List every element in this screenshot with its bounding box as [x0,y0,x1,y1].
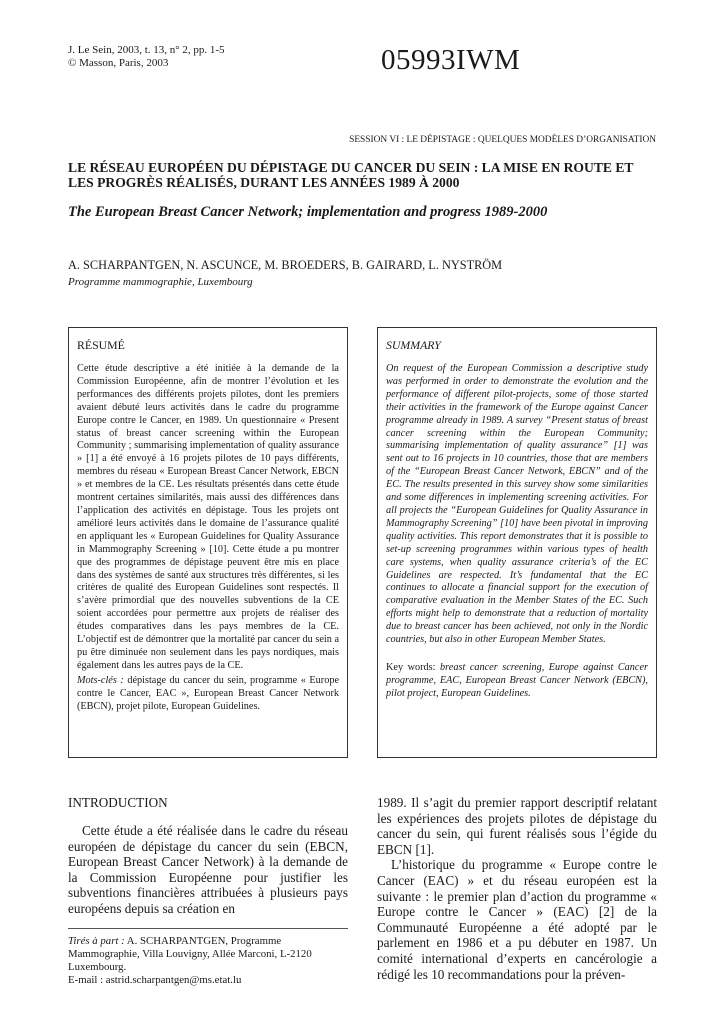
resume-keywords [77,675,339,714]
journal-citation [68,44,225,70]
footnote-label: Tirés à part : [68,935,125,947]
footnote [68,928,348,987]
footnote-email[interactable]: E-mail : astrid.scharpantgen@ms.etat.lu [68,974,242,986]
article-code: 05993IWM [381,44,521,76]
summary-body: On request of the European Commission a descriptive study was performed in order to demonstrate the evolution and the performance of different pilot-projects, some of those started their activities in the framework of the Europe against Cancer programme already in 1989. A survey “Present status of breast cancer screening within the European Community; summarising implementation of quality assurance” [1] was sent out to 16 projects in 10 countries, those that are members of the “European Breast Cancer Network, EBCN” and of the EC. The results presented in this survey show some similarities and some differences in implementing screening activities. For all projects the “European Guidelines for Quality Assurance in Mammography Screening” [10] have been pivotal in improving quality activities. This report demonstrates that it is possible to set-up screening programmes within various types of health care systems, when quality assurance criteria’s of the EC Guidelines are respected. It’s fundamental that the EC continues to allocate a financial support for the execution of comparative evaluation in the Member States of the EC. Such efforts might help to demonstrate that a reduction of mortality due to breast cancer has been achieved, not only in the Nordic countries, but also in other European Member States. [386,363,648,646]
resume-keywords-label: Mots-clés : [77,674,124,686]
publisher-copyright: © Masson, Paris, 2003 [68,57,169,69]
resume-box [68,327,348,758]
resume-heading: RÉSUMÉ [77,338,125,352]
author-list: A. SCHARPANTGEN, N. ASCUNCE, M. BROEDERS, B. GAIRARD, L. NYSTRÖM [68,258,503,272]
intro-paragraph-1-continued: 1989. Il s’agit du premier rapport descriptif relatant les expériences des projets pilotes de dépistage du cancer du sein, qui furent réalisés sous l’égide du EBCN [1]. [377,795,657,857]
summary-heading: SUMMARY [386,338,441,352]
introduction-heading: INTRODUCTION [68,795,168,810]
summary-keywords-text: breast cancer screening, Europe against Cancer programme, EAC, European Breast Cancer Network (EBCN), pilot project, European Guidelines. [386,661,648,699]
session-heading: SESSION VI : LE DÉPISTAGE : QUELQUES MODÈLES D’ORGANISATION [349,135,656,145]
intro-right-column [377,795,657,982]
summary-keywords [386,662,648,701]
journal-reference: J. Le Sein, 2003, t. 13, n° 2, pp. 1-5 [68,44,225,56]
summary-keywords-label: Key words: [386,661,436,673]
summary-box [377,327,657,758]
article-title-fr: LE RÉSEAU EUROPÉEN DU DÉPISTAGE DU CANCER DU SEIN : LA MISE EN ROUTE ET LES PROGRÈS RÉALISÉS, DURANT LES ANNÉES 1989 À 2000 [68,160,634,190]
affiliation: Programme mammographie, Luxembourg [68,276,253,288]
intro-paragraph-2: L’historique du programme « Europe contre le Cancer (EAC) » et du réseau européen est la suivante : le premier plan d’action du programme « Europe contre le Cancer » (EAC) [2] de la Communauté Européenne a été adopté par le parlement en 1986 et a pu débuter en 1987. Un comité international d’experts en cancérologie a rédigé les 10 recommandations pour la préven- [377,857,657,982]
intro-left-column [68,795,348,917]
footnote-address [68,935,348,974]
intro-paragraph-1: Cette étude a été réalisée dans le cadre du réseau européen de dépistage du cancer du sein (EBCN, European Breast Cancer Network) à la demande de la Commission Européenne pour justifier les subventions financières attribuées à plusieurs pays européens depuis sa création en [68,823,348,916]
footnote-text: A. SCHARPANTGEN, Programme Mammographie, Villa Louvigny, Allée Marconi, L-2120 Luxembourg. [68,935,312,973]
resume-keywords-text: dépistage du cancer du sein, programme « Europe contre le Cancer, EAC », European Breast Cancer Network (EBCN), projet pilote, European Guidelines. [77,674,339,712]
article-title-en: The European Breast Cancer Network; implementation and progress 1989-2000 [68,204,548,220]
resume-body: Cette étude descriptive a été initiée à la demande de la Commission Européenne, afin de montrer l’évolution et les performances des différents projets pilotes, dont les premiers avaient débuté leurs activités dans le cadre du programme Europe contre le Cancer, en 1989. Un questionnaire « Present status of breast cancer screening within the European Community ; summarising implementation of quality assurance » [1] a été envoyé à 16 projets pilotes de 10 pays différents, membres du réseau « European Breast Cancer Network, EBCN » et membres de la CE. Les résultats présentés dans cette étude montrent certaines similarités, mais aussi des différences dans l’application des activités en dépistage. Tous les projets ont amélioré leurs activités dans le domaine de l’assurance qualité en appliquant les « European Guidelines for Quality Assurance in Mammography Screening » [10]. Cette étude a pu montrer que des programmes de dépistage peuvent être mis en place dans des systèmes de santé aux structures très différentes, si les critères de qualité des European Guidelines sont respectés. Il s’avère primordial que des nouvelles subventions de la CE soient accordées pour permettre aux projets de réaliser des études comparatives dans les pays membres de la CE. L’objectif est de démontrer que la mortalité par cancer du sein a pu être diminuée non seulement dans les pays nordiques, mais également dans les autres pays de la CE. [77,363,339,671]
